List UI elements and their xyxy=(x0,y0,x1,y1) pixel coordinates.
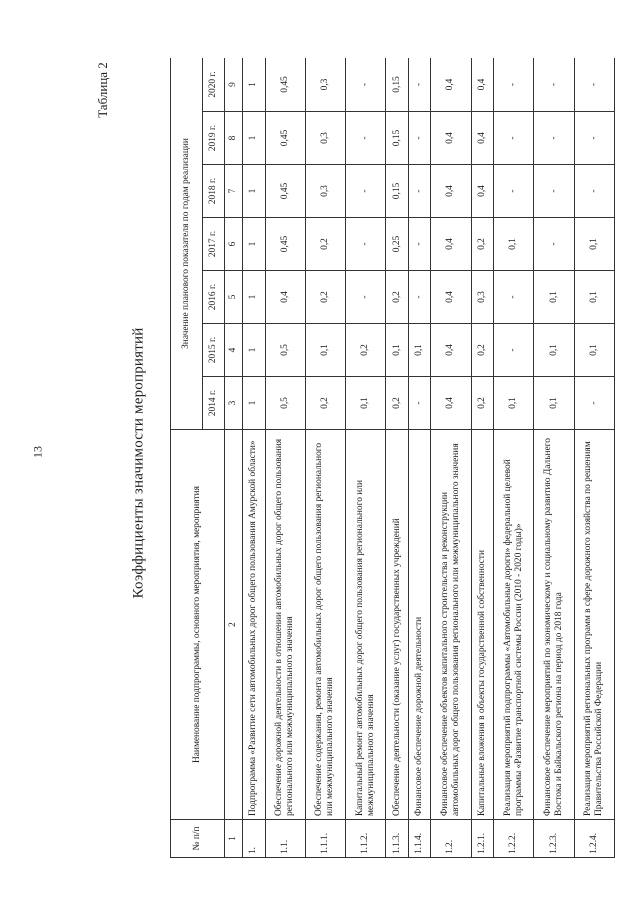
row-number: 1.2.2. xyxy=(494,820,534,858)
index-cell: 5 xyxy=(225,271,243,324)
value-cell: 0,4 xyxy=(431,377,471,430)
value-cell: 0,45 xyxy=(265,58,305,112)
index-cell: 2 xyxy=(225,430,243,820)
value-cell: - xyxy=(408,58,431,112)
document-title: Коэффициенты значимости мероприятий xyxy=(130,327,147,599)
table-row xyxy=(386,58,409,858)
value-cell: 0,5 xyxy=(265,377,305,430)
header-num: № п/п xyxy=(171,820,225,858)
value-cell: - xyxy=(346,218,386,271)
value-cell: - xyxy=(346,165,386,218)
table-row xyxy=(243,58,266,858)
value-cell: - xyxy=(408,112,431,165)
header-name: Наименование подпрограммы, основного мероприятия, мероприятия xyxy=(171,430,225,820)
table-row xyxy=(471,58,494,858)
value-cell: 0,45 xyxy=(265,112,305,165)
row-name: Финансовое обеспечение мероприятий по экономическому и социальному развитию Дальнего Востока и Байкальского региона на период до 2018 года xyxy=(534,430,574,820)
value-cell: 0,15 xyxy=(386,112,409,165)
table-row xyxy=(305,58,345,858)
value-cell: 0,1 xyxy=(534,377,574,430)
value-cell: 0,1 xyxy=(534,271,574,324)
index-cell: 6 xyxy=(225,218,243,271)
value-cell: 0,15 xyxy=(386,58,409,112)
value-cell: 0,4 xyxy=(431,218,471,271)
value-cell: 0,4 xyxy=(431,165,471,218)
value-cell: 0,4 xyxy=(471,58,494,112)
header-year: 2018 г. xyxy=(203,165,225,218)
row-name: Обеспечение деятельности (оказание услуг) государственных учреждений xyxy=(386,430,409,820)
value-cell: 0,3 xyxy=(471,271,494,324)
header-year: 2020 г. xyxy=(203,58,225,112)
row-name: Финансовое обеспечение дорожной деятельности xyxy=(408,430,431,820)
value-cell: 0,5 xyxy=(265,324,305,377)
row-number: 1.2.4. xyxy=(574,820,614,858)
row-name: Обеспечение дорожной деятельности в отношении автомобильных дорог общего пользования регионального или межмуниципального значения xyxy=(265,430,305,820)
value-cell: 0,45 xyxy=(265,165,305,218)
value-cell: - xyxy=(494,165,534,218)
value-cell: 0,1 xyxy=(386,324,409,377)
value-cell: 0,3 xyxy=(305,58,345,112)
table-row xyxy=(431,58,471,858)
value-cell: 1 xyxy=(243,165,266,218)
row-name: Реализация мероприятий подпрограммы «Автомобильные дороги» федеральной целевой программы «Развитие транспортной системы России (2010 - 2020 годы)» xyxy=(494,430,534,820)
table-body xyxy=(243,58,615,858)
row-number: 1.2. xyxy=(431,820,471,858)
value-cell: - xyxy=(494,324,534,377)
header-year: 2015 г. xyxy=(203,324,225,377)
value-cell: - xyxy=(408,218,431,271)
value-cell: 0,1 xyxy=(574,271,614,324)
value-cell: 0,1 xyxy=(494,377,534,430)
value-cell: 0,1 xyxy=(408,324,431,377)
value-cell: 0,4 xyxy=(431,324,471,377)
value-cell: 0,1 xyxy=(346,377,386,430)
header-group: Значение планового показателя по годам реализации xyxy=(171,58,203,430)
table-row xyxy=(346,58,386,858)
value-cell: - xyxy=(346,58,386,112)
value-cell: 0,4 xyxy=(431,112,471,165)
header-year: 2019 г. xyxy=(203,112,225,165)
value-cell: - xyxy=(494,112,534,165)
value-cell: 0,25 xyxy=(386,218,409,271)
row-number: 1.2.3. xyxy=(534,820,574,858)
value-cell: 0,4 xyxy=(471,112,494,165)
value-cell: - xyxy=(408,377,431,430)
significance-table xyxy=(170,58,615,858)
value-cell: - xyxy=(346,112,386,165)
row-number: 1.1.1. xyxy=(305,820,345,858)
value-cell: 0,1 xyxy=(494,218,534,271)
value-cell: - xyxy=(574,112,614,165)
value-cell: 0,4 xyxy=(431,58,471,112)
value-cell: - xyxy=(494,271,534,324)
row-number: 1.1. xyxy=(265,820,305,858)
value-cell: 1 xyxy=(243,58,266,112)
value-cell: 0,2 xyxy=(386,271,409,324)
value-cell: 0,2 xyxy=(305,271,345,324)
value-cell: 0,1 xyxy=(305,324,345,377)
value-cell: - xyxy=(346,271,386,324)
row-number: 1. xyxy=(243,820,266,858)
row-number: 1.1.3. xyxy=(386,820,409,858)
header-year: 2014 г. xyxy=(203,377,225,430)
value-cell: - xyxy=(534,218,574,271)
value-cell: 0,4 xyxy=(431,271,471,324)
value-cell: 1 xyxy=(243,218,266,271)
value-cell: 0,3 xyxy=(305,165,345,218)
index-cell: 8 xyxy=(225,112,243,165)
value-cell: 0,3 xyxy=(305,112,345,165)
value-cell: 0,1 xyxy=(574,324,614,377)
table-container xyxy=(170,58,615,858)
table-row xyxy=(494,58,534,858)
row-name: Капитальные вложения в объекты государственной собственности xyxy=(471,430,494,820)
header-year: 2016 г. xyxy=(203,271,225,324)
row-name: Обеспечение содержания, ремонта автомобильных дорог общего пользования регионального или межмуниципального значения xyxy=(305,430,345,820)
value-cell: 0,2 xyxy=(305,377,345,430)
index-cell: 9 xyxy=(225,58,243,112)
value-cell: 0,1 xyxy=(574,218,614,271)
row-name: Подпрограмма «Развитие сети автомобильных дорог общего пользования Амурской области» xyxy=(243,430,266,820)
index-cell: 1 xyxy=(225,820,243,858)
index-cell: 3 xyxy=(225,377,243,430)
table-row xyxy=(265,58,305,858)
table-row xyxy=(574,58,614,858)
value-cell: 1 xyxy=(243,271,266,324)
value-cell: - xyxy=(574,377,614,430)
value-cell: - xyxy=(408,271,431,324)
value-cell: - xyxy=(574,165,614,218)
row-name: Финансовое обеспечение объектов капитального строительства и реконструкции автомобильных дорог общего пользования регионального или межмуниципального значения xyxy=(431,430,471,820)
header-year: 2017 г. xyxy=(203,218,225,271)
value-cell: 0,2 xyxy=(471,324,494,377)
value-cell: - xyxy=(534,58,574,112)
index-cell: 4 xyxy=(225,324,243,377)
value-cell: 1 xyxy=(243,377,266,430)
value-cell: 0,1 xyxy=(534,324,574,377)
index-cell: 7 xyxy=(225,165,243,218)
value-cell: 0,45 xyxy=(265,218,305,271)
value-cell: 0,2 xyxy=(305,218,345,271)
value-cell: 0,2 xyxy=(346,324,386,377)
value-cell: 0,2 xyxy=(386,377,409,430)
row-number: 1.1.2. xyxy=(346,820,386,858)
table-row xyxy=(408,58,431,858)
value-cell: - xyxy=(534,165,574,218)
value-cell: - xyxy=(574,58,614,112)
value-cell: 1 xyxy=(243,112,266,165)
page-number: 13 xyxy=(30,446,45,458)
value-cell: 0,2 xyxy=(471,377,494,430)
value-cell: - xyxy=(534,112,574,165)
value-cell: 0,4 xyxy=(265,271,305,324)
value-cell: 1 xyxy=(243,324,266,377)
table-label: Таблица 2 xyxy=(95,62,110,118)
row-number: 1.2.1. xyxy=(471,820,494,858)
row-name: Реализация мероприятий региональных программ в сфере дорожного хозяйства по решениям Правительства Российской Федерации xyxy=(574,430,614,820)
value-cell: 0,2 xyxy=(471,218,494,271)
value-cell: 0,4 xyxy=(471,165,494,218)
value-cell: 0,15 xyxy=(386,165,409,218)
value-cell: - xyxy=(494,58,534,112)
table-row xyxy=(534,58,574,858)
row-name: Капитальный ремонт автомобильных дорог общего пользования регионального или межмуниципального значения xyxy=(346,430,386,820)
value-cell: - xyxy=(408,165,431,218)
row-number: 1.1.4. xyxy=(408,820,431,858)
